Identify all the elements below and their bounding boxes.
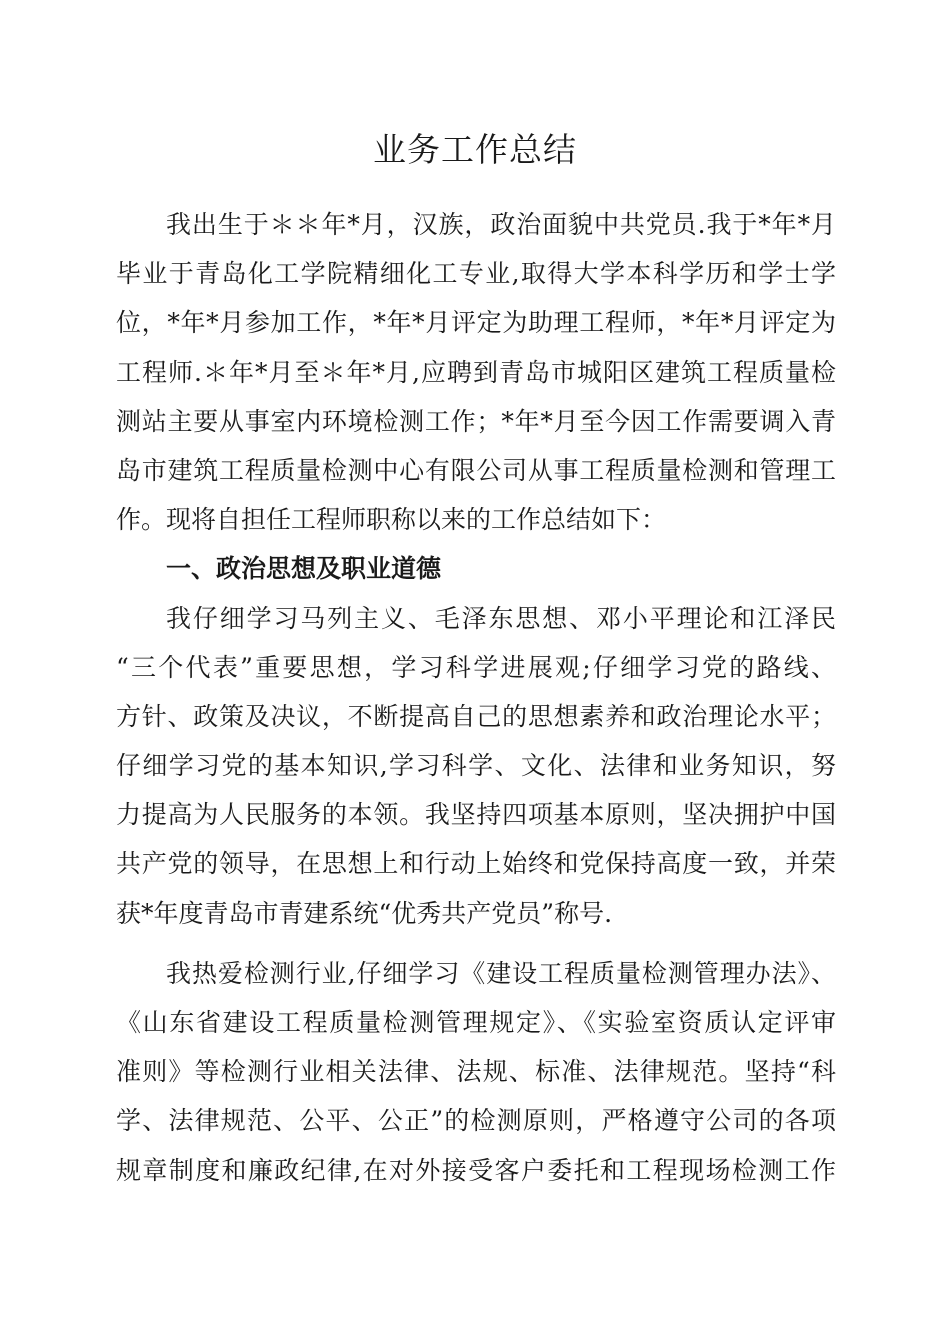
section-heading: 一、政治思想及职业道德 [166, 554, 442, 584]
document-title: 业务工作总结 [373, 130, 577, 169]
paragraph-ethics [116, 949, 836, 1195]
text-line: 《山东省建设工程质量检测管理规定》、《实验室资质认定评审 [116, 1008, 836, 1037]
text-line: “三个代表”重要思想，学习科学进展观;仔细学习党的路线、 [116, 652, 836, 682]
text-line: 方针、政策及决议，不断提高自己的思想素养和政治理论水平； [116, 701, 836, 731]
text-line: 规章制度和廉政纪律,在对外接受客户委托和工程现场检测工作 [116, 1155, 836, 1185]
text-line: 共产党的领导，在思想上和行动上始终和党保持高度一致，并荣 [116, 849, 836, 879]
text-line: 力提高为人民服务的本领。我坚持四项基本原则，坚决拥护中国 [116, 800, 836, 830]
paragraph-spacer [116, 938, 836, 949]
text-line: 我热爱检测行业,仔细学习《建设工程质量检测管理办法》、 [166, 958, 836, 988]
paragraph-political [116, 594, 836, 938]
text-line: 准则》等检测行业相关法律、法规、标准、法律规范。坚持“科 [116, 1057, 836, 1087]
text-line: 获*年度青岛市青建系统“优秀共产党员”称号. [116, 898, 613, 928]
text-line: 仔细学习党的基本知识,学习科学、文化、法律和业务知识，努 [116, 751, 836, 781]
text-line: 毕业于青岛化工学院精细化工专业,取得大学本科学历和学士学 [116, 259, 836, 289]
document-body [116, 200, 836, 1195]
text-line: 工程师.＊年*月至＊年*月,应聘到青岛市城阳区建筑工程质量检 [116, 357, 836, 387]
text-line: 作。现将自担任工程师职称以来的工作总结如下： [116, 505, 667, 535]
text-line: 我仔细学习马列主义、毛泽东思想、邓小平理论和江泽民 [166, 603, 836, 633]
text-line: 我出生于＊＊年*月，汉族，政治面貌中共党员.我于*年*月 [166, 210, 836, 239]
text-line: 测站主要从事室内环境检测工作；*年*月至今因工作需要调入青 [116, 406, 836, 436]
text-line: 位，*年*月参加工作，*年*月评定为助理工程师，*年*月评定为 [116, 308, 836, 338]
text-line: 学、法律规范、公平、公正”的检测原则，严格遵守公司的各项 [116, 1106, 836, 1136]
text-line: 岛市建筑工程质量检测中心有限公司从事工程质量检测和管理工 [116, 455, 836, 485]
paragraph-intro [116, 200, 836, 544]
